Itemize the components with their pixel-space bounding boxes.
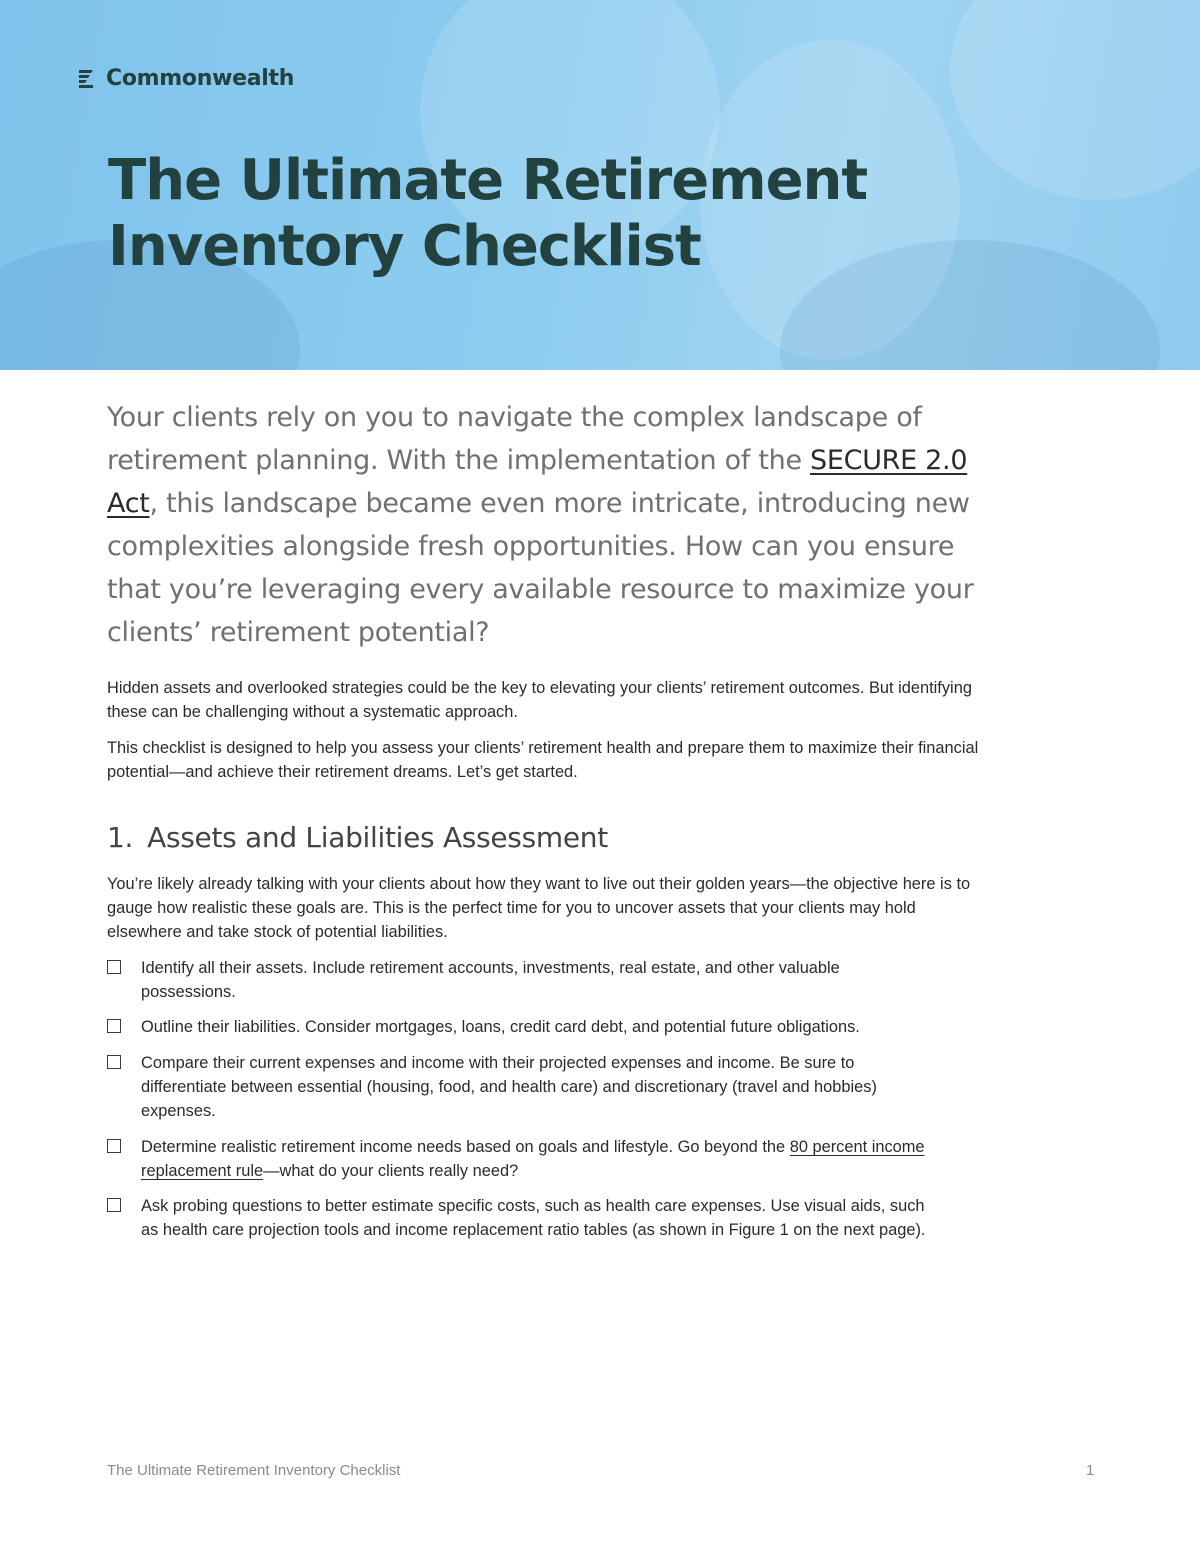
- intro-paragraph-2: This checklist is designed to help you assess your clients’ retirement health and prepare them to maximize their financial potential—and achieve their retirement dreams. Let’s get started.: [107, 739, 979, 781]
- intro-paragraph-1: Hidden assets and overlooked strategies could be the key to elevating your clients’ retirement outcomes. But identifying these can be challenging without a systematic approach.: [107, 679, 972, 721]
- section-heading: [107, 818, 608, 858]
- commonwealth-logo-icon: [76, 68, 96, 90]
- checklist-item: [107, 1015, 967, 1039]
- checkbox[interactable]: [107, 1198, 121, 1212]
- section-number: 1.: [107, 821, 134, 854]
- checkbox[interactable]: [107, 1055, 121, 1069]
- section-title: Assets and Liabilities Assessment: [147, 821, 608, 854]
- lead-paragraph: [107, 396, 977, 654]
- checkbox[interactable]: [107, 1139, 121, 1153]
- title-line-1: The Ultimate Retirement: [108, 148, 868, 213]
- checklist-item: [107, 1051, 967, 1123]
- checklist-item-text: Outline their liabilities. Consider mortgages, loans, credit card debt, and potential future obligations.: [141, 1018, 860, 1036]
- checklist-item-text: Compare their current expenses and income with their projected expenses and income. Be sure to differentiate between essential (housing, food, and health care) and discretionary (travel and hobbies) expenses.: [141, 1054, 877, 1120]
- title-line-2: Inventory Checklist: [108, 214, 701, 279]
- lead-text-end: , this landscape became even more intricate, introducing new complexities alongside fresh opportunities. How can you ensure that you’re leveraging every available resource to maximize your clients’ retirement potential?: [107, 488, 974, 648]
- hero-banner: [0, 0, 1200, 370]
- checklist-item-text: [141, 1135, 931, 1183]
- checklist-item: [107, 1135, 967, 1183]
- hero-photo-shape: [950, 0, 1200, 200]
- checklist-item: [107, 956, 967, 1004]
- section-intro: You’re likely already talking with your clients about how they want to live out their golden years—the objective here is to gauge how realistic these goals are. This is the perfect time for you to uncover assets that your clients may hold elsewhere and take stock of potential liabilities.: [107, 875, 971, 941]
- brand-name: Commonwealth: [106, 66, 295, 91]
- item-text-start: Determine realistic retirement income needs based on goals and lifestyle. Go beyond the: [141, 1138, 790, 1156]
- lead-text-start: Your clients rely on you to navigate the complex landscape of retirement planning. With the implementation of the: [107, 402, 922, 476]
- secure-act-link[interactable]: SECURE 2.0 Act: [107, 445, 968, 519]
- checkbox[interactable]: [107, 1019, 121, 1033]
- brand-logo: [76, 66, 294, 91]
- footer-document-title: The Ultimate Retirement Inventory Checklist: [107, 1462, 401, 1479]
- page-number: 1: [1086, 1462, 1095, 1479]
- checklist-item: [107, 1194, 967, 1242]
- checklist-item-text: Identify all their assets. Include retirement accounts, investments, real estate, and other valuable possessions.: [141, 959, 840, 1001]
- checkbox[interactable]: [107, 960, 121, 974]
- page-title: [108, 148, 928, 280]
- income-replacement-rule-link[interactable]: 80 percent income replacement rule: [141, 1138, 925, 1180]
- item-text-end: —what do your clients really need?: [263, 1162, 519, 1180]
- checklist-item-text: Ask probing questions to better estimate specific costs, such as health care expenses. Use visual aids, such as health care projection tools and income replacement ratio tables (as shown in Figure 1 on the next page).: [141, 1197, 926, 1239]
